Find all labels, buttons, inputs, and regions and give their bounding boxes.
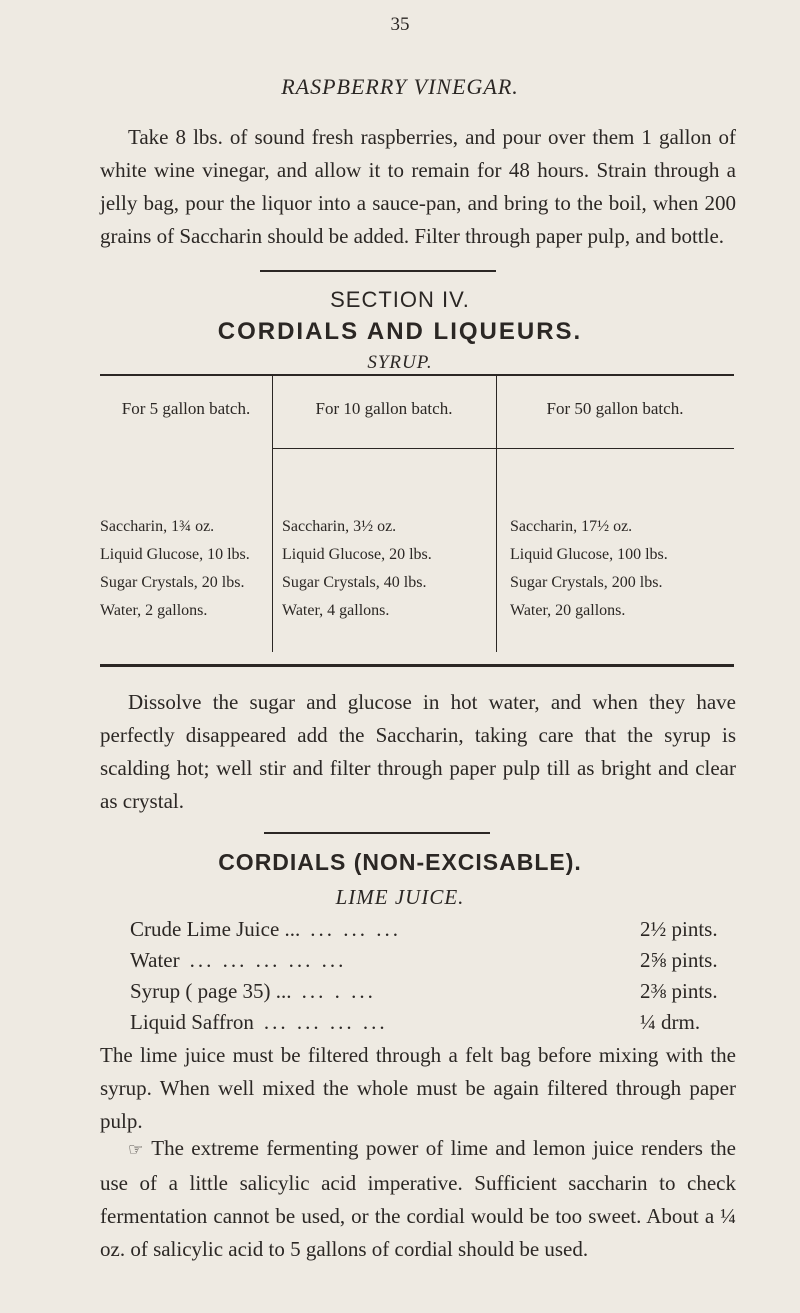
lime-juice-filter-text: The lime juice must be filtered through a felt bag before mixing with the syrup. When well mixed the whole must be again filtered through paper pulp. [100,1043,736,1133]
table-header-50-gallon: For 50 gallon batch. [546,399,684,418]
leader-dots: ... ... ... [310,917,402,941]
section-title: CORDIALS AND LIQUEURS. [217,318,583,345]
leader-dots: ... ... ... ... [263,1010,388,1034]
table-column-5-gallon [100,513,250,625]
ingredient-quantity: 2½ pints. [640,917,718,941]
table-cell: Liquid Glucose, 20 lbs. [282,546,432,563]
table-column-50-gallon [510,513,668,625]
raspberry-vinegar-text: Take 8 lbs. of sound fresh raspberries, and pour over them 1 gallon of white wine vinegar, and allow it to remain for 48 hours. Strain through a jelly bag, pour the liquor into a sauce-pan, and bring to the boil, when 200 grains of Saccharin should be added. Filter through paper pulp, and bottle. [100,125,736,248]
ingredient-row [130,976,736,1007]
table-column-10-gallon [282,513,432,625]
table-bottom-rule [100,664,734,667]
divider-rule [264,832,490,834]
table-top-rule [100,374,734,376]
table-cell: Sugar Crystals, 40 lbs. [282,574,427,591]
table-cell: Liquid Glucose, 10 lbs. [100,546,250,563]
ingredient-quantity: ¼ drm. [640,1010,701,1034]
table-cell: Saccharin, 17½ oz. [510,518,633,535]
section-number: SECTION IV. [330,287,470,312]
table-header-rule [272,448,734,449]
ingredient-name: Crude Lime Juice ... [130,917,301,941]
table-cell: Saccharin, 1¾ oz. [100,518,215,535]
table-cell: Saccharin, 3½ oz. [282,518,397,535]
table-cell: Water, 20 gallons. [510,602,626,619]
table-cell: Sugar Crystals, 200 lbs. [510,574,663,591]
ingredient-name: Syrup ( page 35) ... [130,979,292,1003]
ingredient-name: Water [130,948,180,972]
salicylic-note [100,1132,736,1266]
table-cell: Sugar Crystals, 20 lbs. [100,574,245,591]
table-header-5-gallon: For 5 gallon batch. [121,399,251,418]
syrup-title: SYRUP. [367,352,433,373]
lime-juice-title: LIME JUICE. [335,885,465,909]
salicylic-note-text: The extreme fermenting power of lime and lemon juice renders the use of a little salicylic acid imperative. Sufficient saccharin to check fermentation cannot be used, or the cordial would be too sweet. About a ¼ oz. of salicylic acid to 5 gallons of cordial should be used. [100,1136,736,1261]
ingredient-name: Liquid Saffron [130,1010,254,1034]
ingredient-row [130,1007,736,1038]
lime-juice-ingredients [130,914,736,1038]
leader-dots: ... . ... [301,979,376,1003]
ingredient-quantity: 2⅝ pints. [640,948,718,972]
page-number: 35 [390,14,410,35]
ingredient-quantity: 2⅜ pints. [640,979,718,1003]
table-cell: Water, 2 gallons. [100,602,208,619]
syrup-table [100,374,734,670]
table-header-10-gallon: For 10 gallon batch. [315,399,453,418]
table-cell: Water, 4 gallons. [282,602,390,619]
leader-dots: ... ... ... ... ... [189,948,347,972]
divider-rule [260,270,496,272]
raspberry-vinegar-title: RASPBERRY VINEGAR. [281,74,519,99]
pointing-hand-icon: ☞ [128,1140,144,1160]
table-cell: Liquid Glucose, 100 lbs. [510,546,668,563]
syrup-instructions: Dissolve the sugar and glucose in hot water, and when they have perfectly disappeared add the Saccharin, taking care that the syrup is scalding hot; well stir and filter through paper pulp till as bright and clear as crystal. [100,690,736,813]
cordials-title: CORDIALS (NON-EXCISABLE). [218,849,582,875]
ingredient-row [130,945,736,976]
ingredient-row [130,914,736,945]
